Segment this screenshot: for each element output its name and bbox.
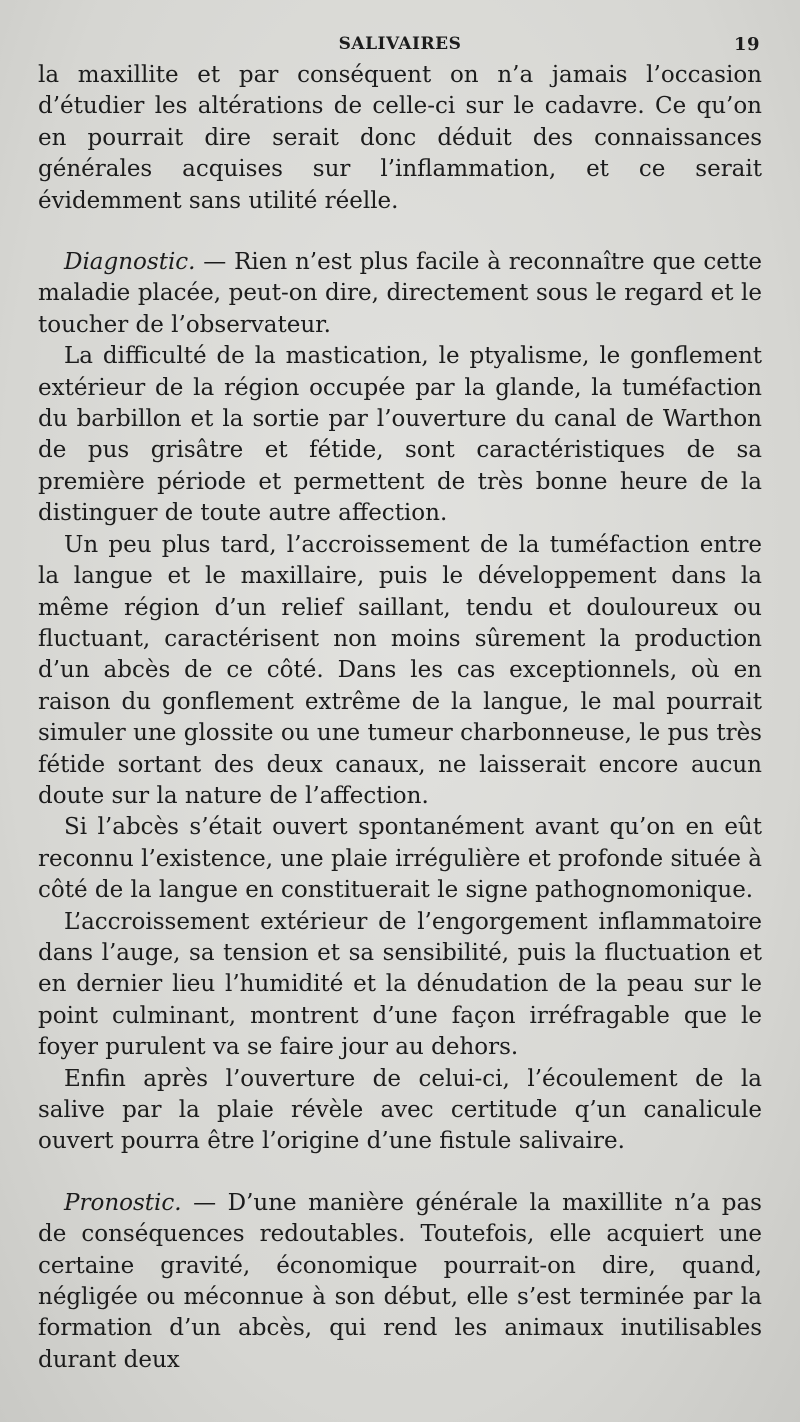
page-number: 19 <box>733 34 760 55</box>
paragraph-swelling: L’accroissement extérieur de l’engorgement inflammatoire dans l’auge, sa tension et sa sensibilité, puis la fluctuation et en dernier lieu l’humidité et la dénudation de la peau sur le point culminant, montrent d’une façon irréfragable que le foyer purulent va se faire jour au dehors. <box>38 908 762 1061</box>
paragraph-pronostic <box>38 1188 762 1376</box>
heading-dash: — <box>181 1189 228 1216</box>
running-header <box>38 30 762 60</box>
heading-dash: — <box>195 249 235 276</box>
running-title: SALIVAIRES <box>338 34 462 54</box>
paragraph-abscess: Un peu plus tard, l’accroissement de la tuméfaction entre la langue et le maxillaire, puis le développement dans la même région d’un relief saillant, tendu et douloureux ou fluctuant, caractérisent non moins sûrement la production d’un abcès de ce côté. Dans les cas exceptionnels, où en raison du gonflement extrême de la langue, le mal pourrait simuler une glossite ou une tumeur charbonneuse, le pus très fétide sortant des deux canaux, ne laisserait encore aucun doute sur la nature de l’affection. <box>38 531 762 809</box>
paragraph-symptoms: La difficulté de la mastication, le ptyalisme, le gonflement extérieur de la région occupée par la glande, la tuméfaction du barbillon et la sortie par l’ouverture du canal de Warthon de pus grisâtre et fétide, sont caractéristiques de sa première période et permettent de très bonne heure de la distinguer de toute autre affection. <box>38 343 762 527</box>
body-text <box>38 60 762 1376</box>
section-heading-pronostic: Pronostic. <box>64 1189 182 1216</box>
paragraph-diagnostic <box>38 247 762 341</box>
paragraph-fistula: Enfin après l’ouverture de celui-ci, l’écoulement de la salive par la plaie révèle avec certitude q’un canalicule ouvert pourra être l’origine d’une fistule salivaire. <box>38 1065 762 1155</box>
section-heading-diagnostic: Diagnostic. <box>64 249 196 276</box>
paragraph-wound: Si l’abcès s’était ouvert spontanément avant qu’on en eût reconnu l’existence, une plaie irrégulière et profonde située à côté de la langue en constituerait le signe pathognomonique. <box>38 814 762 904</box>
paragraph-diagnostic-text: Rien n’est plus facile à reconnaître que cette maladie placée, peut-on dire, directement sous le regard et le toucher de l’observateur. <box>38 249 762 338</box>
paragraph-pronostic-text: D’une manière générale la maxillite n’a pas de conséquences redoutables. Toutefois, elle acquiert une certaine gravité, économique pourrait-on dire, quand, négligée ou méconnue à son début, elle s’est terminée par la formation d’un abcès, qui rend les animaux inutilisables durant deux <box>38 1189 762 1373</box>
paragraph-continuation: la maxillite et par conséquent on n’a jamais l’occasion d’étudier les altérations de celle-ci sur le cadavre. Ce qu’on en pourrait dire serait donc déduit des connaissances générales acquises sur l’inflammation, et ce serait évidemment sans utilité réelle. <box>38 62 762 214</box>
